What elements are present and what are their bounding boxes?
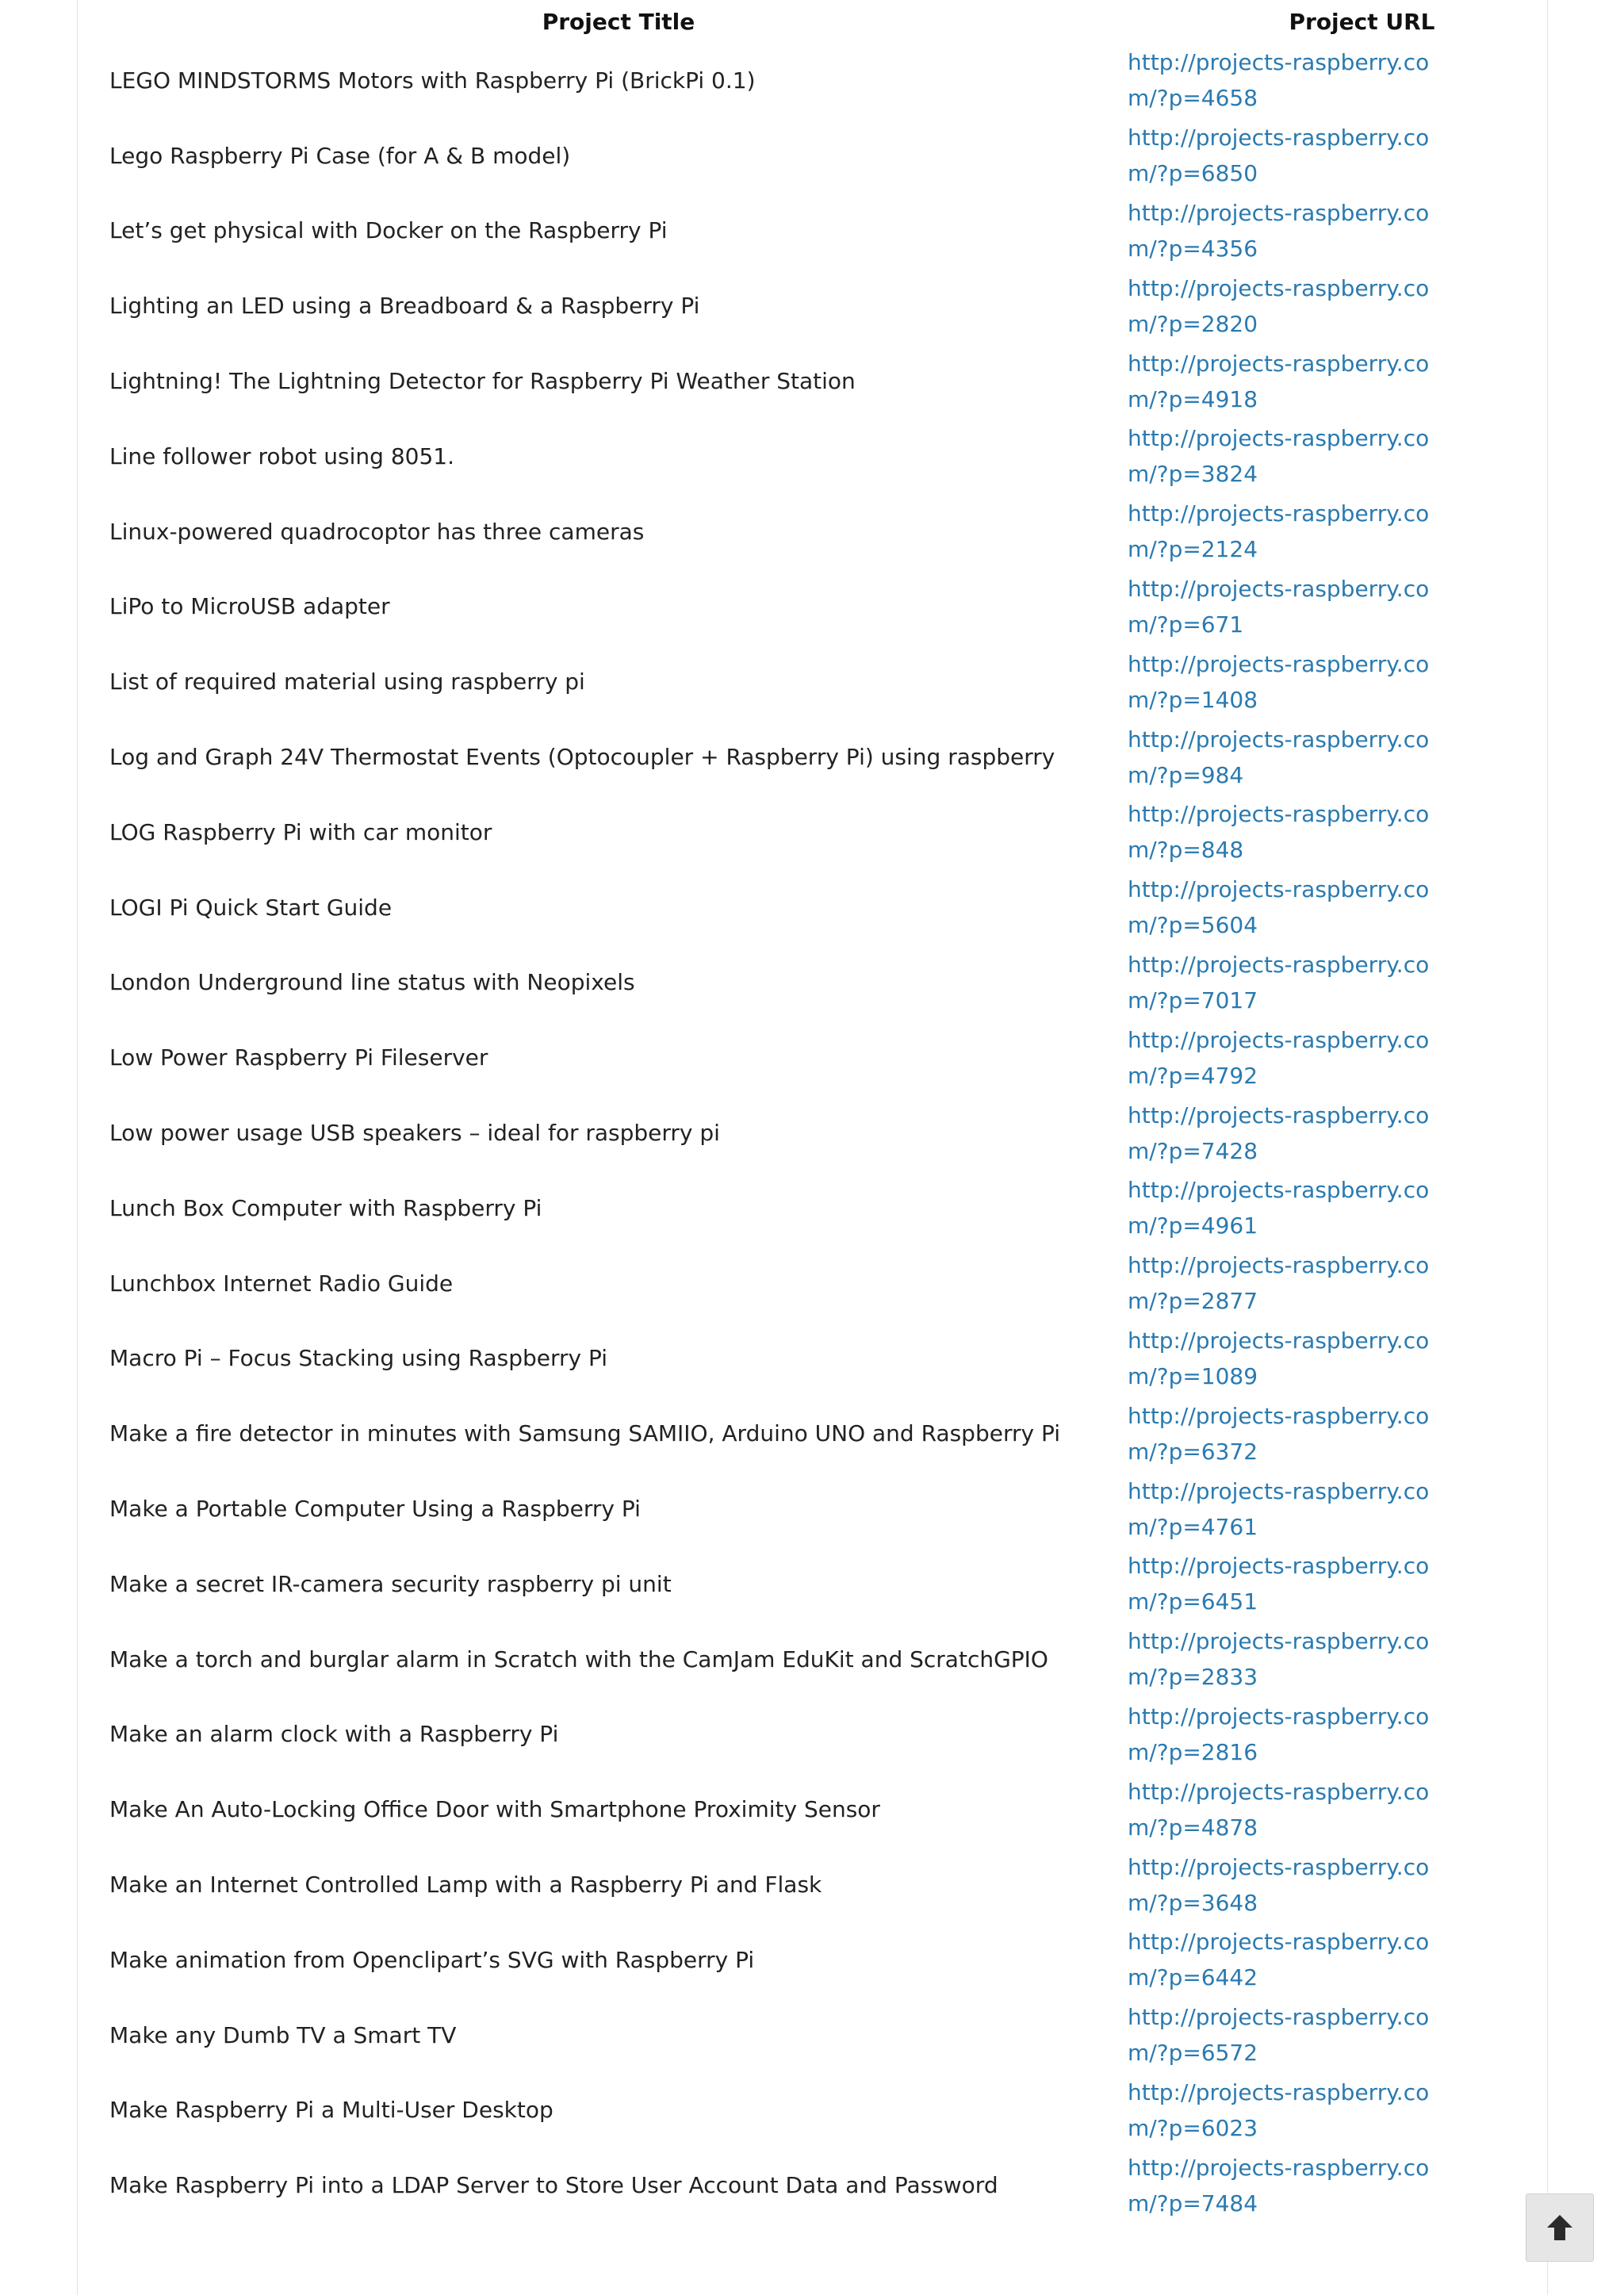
project-url-cell [1128,795,1596,870]
project-title: LOGI Pi Quick Start Guide [109,894,393,921]
project-title: Make a secret IR-camera security raspberry pi unit [109,1570,672,1597]
project-url-cell [1128,1998,1596,2073]
project-title: Low power usage USB speakers – ideal for raspberry pi [109,1120,720,1147]
table-row [109,1095,1596,1170]
project-url-link[interactable]: http://projects-raspberry.com/?p=4658 [1128,49,1430,112]
project-url-cell [1128,569,1596,645]
column-header-url: Project URL [1289,8,1435,35]
project-url-link[interactable]: http://projects-raspberry.com/?p=4356 [1128,199,1430,262]
project-title: Let’s get physical with Docker on the Raspberry Pi [109,217,668,244]
table-row [109,1170,1596,1246]
table-row [109,795,1596,870]
arrow-up-icon [1544,2212,1576,2243]
project-title: Make an alarm clock with a Raspberry Pi [109,1721,559,1748]
project-url-link[interactable]: http://projects-raspberry.com/?p=671 [1128,575,1430,638]
table-row [109,1546,1596,1622]
project-url-link[interactable]: http://projects-raspberry.com/?p=7428 [1128,1102,1430,1164]
project-title: Make a fire detector in minutes with Samsung SAMIIO, Arduino UNO and Raspberry Pi [109,1420,1061,1447]
project-title: Low Power Raspberry Pi Fileserver [109,1044,488,1071]
project-url-link[interactable]: http://projects-raspberry.com/?p=1408 [1128,650,1430,713]
project-url-cell [1128,1246,1596,1321]
project-url-link[interactable]: http://projects-raspberry.com/?p=3824 [1128,425,1430,488]
project-url-link[interactable]: http://projects-raspberry.com/?p=4918 [1128,350,1430,412]
project-url-link[interactable]: http://projects-raspberry.com/?p=6850 [1128,125,1430,187]
project-url-link[interactable]: http://projects-raspberry.com/?p=2124 [1128,500,1430,563]
project-url-link[interactable]: http://projects-raspberry.com/?p=1089 [1128,1327,1430,1389]
project-title: Lighting an LED using a Breadboard & a Raspberry Pi [109,293,700,320]
table-row [109,343,1596,419]
project-url-link[interactable]: http://projects-raspberry.com/?p=4761 [1128,1477,1430,1540]
project-title: Line follower robot using 8051. [109,443,454,469]
project-url-link[interactable]: http://projects-raspberry.com/?p=2833 [1128,1628,1430,1691]
table-row [109,1471,1596,1546]
project-url-cell [1128,1170,1596,1246]
table-row [109,2147,1596,2223]
project-url-cell [1128,719,1596,795]
project-url-link[interactable]: http://projects-raspberry.com/?p=848 [1128,801,1430,864]
project-url-cell [1128,494,1596,569]
table-row [109,2073,1596,2148]
project-title: Linux-powered quadrocoptor has three cameras [109,518,645,545]
project-title: Lego Raspberry Pi Case (for A & B model) [109,142,571,169]
table-row [109,1922,1596,1998]
project-url-cell [1128,193,1596,269]
table-row [109,118,1596,193]
table-row [109,945,1596,1021]
table-row [109,1697,1596,1772]
project-title: Make Raspberry Pi into a LDAP Server to Store User Account Data and Password [109,2172,998,2199]
project-title: Lunch Box Computer with Raspberry Pi [109,1194,542,1221]
project-title: Macro Pi – Focus Stacking using Raspberry Pi [109,1345,608,1372]
project-url-cell [1128,118,1596,193]
project-url-cell [1128,268,1596,343]
project-title: Make Raspberry Pi a Multi-User Desktop [109,2097,553,2124]
project-title: Make a torch and burglar alarm in Scratch with the CamJam EduKit and ScratchGPIO [109,1646,1048,1672]
project-url-link[interactable]: http://projects-raspberry.com/?p=5604 [1128,876,1430,939]
project-url-cell [1128,1396,1596,1471]
table-row [109,419,1596,494]
project-url-link[interactable]: http://projects-raspberry.com/?p=2877 [1128,1252,1430,1315]
project-title: Make animation from Openclipart’s SVG with Raspberry Pi [109,1946,755,1973]
project-url-cell [1128,343,1596,419]
project-url-link[interactable]: http://projects-raspberry.com/?p=6572 [1128,2004,1430,2067]
project-url-cell [1128,945,1596,1021]
project-title: LEGO MINDSTORMS Motors with Raspberry Pi (BrickPi 0.1) [109,67,756,94]
table-header-row [109,0,1596,43]
project-title: Lunchbox Internet Radio Guide [109,1270,454,1297]
project-url-cell [1128,1772,1596,1847]
project-url-cell [1128,1847,1596,1922]
table-row [109,1998,1596,2073]
project-url-link[interactable]: http://projects-raspberry.com/?p=2816 [1128,1703,1430,1765]
project-url-link[interactable]: http://projects-raspberry.com/?p=4792 [1128,1026,1430,1089]
project-title: List of required material using raspberry pi [109,669,585,695]
project-url-link[interactable]: http://projects-raspberry.com/?p=3648 [1128,1853,1430,1916]
table-row [109,1772,1596,1847]
project-title: LiPo to MicroUSB adapter [109,593,390,620]
project-url-cell [1128,1697,1596,1772]
project-title: Make any Dumb TV a Smart TV [109,2021,457,2048]
table-row [109,1622,1596,1697]
project-title: LOG Raspberry Pi with car monitor [109,818,492,845]
project-url-cell [1128,43,1596,118]
table-row [109,1847,1596,1922]
project-title: Make an Internet Controlled Lamp with a Raspberry Pi and Flask [109,1872,822,1898]
table-row [109,1246,1596,1321]
project-url-cell [1128,1922,1596,1998]
table-row [109,1321,1596,1397]
project-url-link[interactable]: http://projects-raspberry.com/?p=7484 [1128,2154,1430,2216]
project-url-cell [1128,1622,1596,1697]
project-url-cell [1128,1321,1596,1397]
project-url-cell [1128,419,1596,494]
table-row [109,719,1596,795]
project-url-cell [1128,1546,1596,1622]
table-row [109,43,1596,118]
table-row [109,268,1596,343]
project-url-link[interactable]: http://projects-raspberry.com/?p=984 [1128,726,1430,788]
table-row [109,569,1596,645]
project-title: Make An Auto-Locking Office Door with Smartphone Proximity Sensor [109,1796,880,1823]
table-body [109,43,1596,2223]
project-title: Log and Graph 24V Thermostat Events (Optocoupler + Raspberry Pi) using raspberry [109,744,1055,771]
project-url-cell [1128,1471,1596,1546]
project-url-cell [1128,1095,1596,1170]
project-url-link[interactable]: http://projects-raspberry.com/?p=4878 [1128,1778,1430,1841]
table-row [109,1396,1596,1471]
project-url-link[interactable]: http://projects-raspberry.com/?p=4961 [1128,1177,1430,1239]
table-row [109,1020,1596,1095]
scroll-to-top-button[interactable] [1526,2193,1594,2262]
content-area [77,0,1548,2295]
project-url-link[interactable]: http://projects-raspberry.com/?p=6023 [1128,2079,1430,2141]
project-url-link[interactable]: http://projects-raspberry.com/?p=6372 [1128,1402,1430,1465]
project-url-cell [1128,870,1596,945]
project-url-cell [1128,644,1596,719]
table-row [109,644,1596,719]
project-url-link[interactable]: http://projects-raspberry.com/?p=2820 [1128,274,1430,337]
table-row [109,870,1596,945]
project-url-cell [1128,1020,1596,1095]
project-url-link[interactable]: http://projects-raspberry.com/?p=6442 [1128,1929,1430,1991]
project-url-link[interactable]: http://projects-raspberry.com/?p=7017 [1128,951,1430,1013]
project-url-cell [1128,2073,1596,2148]
project-title: London Underground line status with Neopixels [109,969,635,996]
project-title: Make a Portable Computer Using a Raspberry Pi [109,1496,641,1523]
project-url-link[interactable]: http://projects-raspberry.com/?p=6451 [1128,1553,1430,1615]
projects-table [109,0,1596,2223]
project-title: Lightning! The Lightning Detector for Raspberry Pi Weather Station [109,368,856,395]
column-header-title: Project Title [542,8,695,35]
table-row [109,494,1596,569]
table-row [109,193,1596,269]
